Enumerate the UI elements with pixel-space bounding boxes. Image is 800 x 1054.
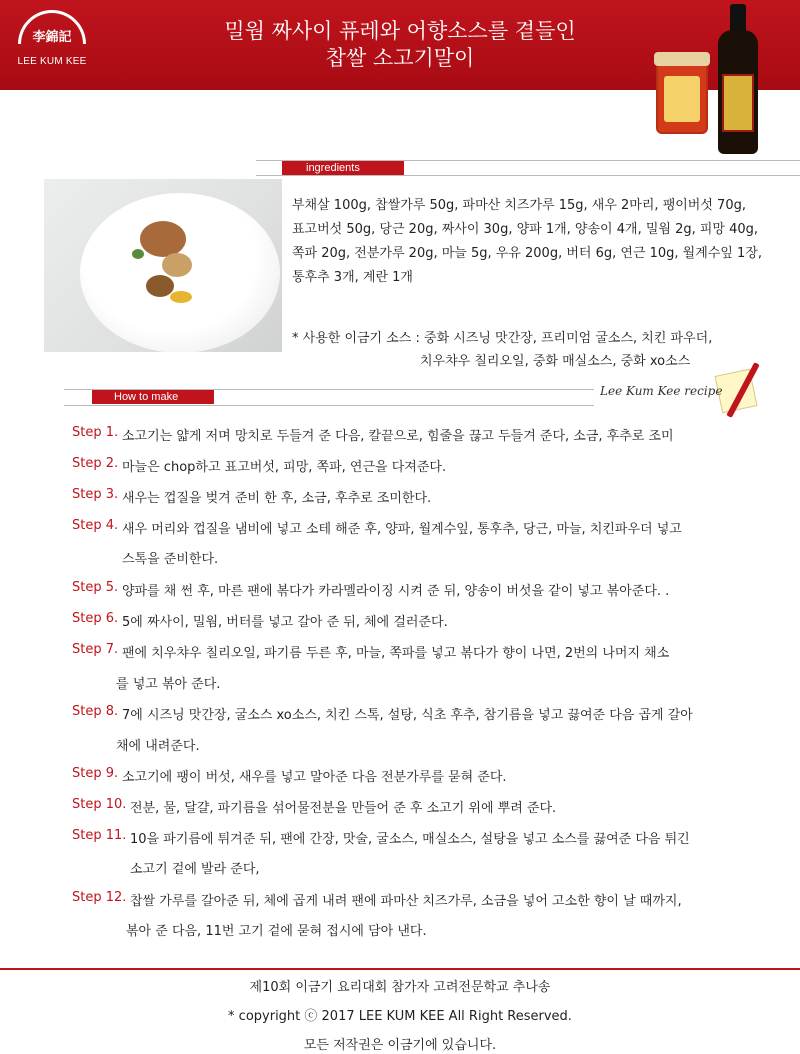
- step-5-label: Step 5.: [72, 580, 119, 595]
- step-7-label: Step 7.: [72, 642, 119, 657]
- step-12-label: Step 12.: [72, 890, 127, 905]
- footer-rights: 모든 저작권은 이금기에 있습니다.: [303, 1038, 497, 1053]
- dish-beef-roll: [162, 253, 192, 277]
- footer-divider: [0, 968, 800, 970]
- logo-english-text: LEE KUM KEE: [17, 56, 87, 67]
- oyster-sauce-bottle-image: [716, 4, 760, 154]
- dish-roll-2: [146, 275, 174, 297]
- ingredient-line-1: 부채살 100g, 찹쌀가루 50g, 파마산 치즈가루 15g, 새우 2마리, 팽이버섯 70g,: [292, 198, 746, 213]
- ingredient-line-4: 통후추 3개, 계란 1개: [292, 270, 413, 285]
- dish-shrimp-roll: [140, 221, 186, 257]
- step-9-label: Step 9.: [72, 766, 119, 781]
- step-5-text: 양파를 채 썬 후, 마른 팬에 볶다가 카라멜라이징 시켜 준 뒤, 양송이 버섯을 같이 넣고 볶아준다. .: [122, 584, 670, 599]
- step-4-label: Step 4.: [72, 518, 119, 533]
- title-line-1: 밀웜 짜사이 퓨레와 어향소스를 곁들인: [224, 19, 576, 43]
- ingredients-tag: ingredients: [282, 161, 404, 175]
- logo-chinese-text: 李錦記: [32, 30, 72, 45]
- title-line-2: 찹쌀 소고기말이: [325, 46, 475, 70]
- step-6-text: 5에 짜사이, 밀웜, 버터를 넣고 갈아 준 뒤, 체에 걸러준다.: [122, 615, 448, 630]
- jar-label: [664, 76, 700, 122]
- lee-kum-kee-logo: [14, 10, 90, 82]
- step-11-text: 10을 파기름에 튀겨준 뒤, 팬에 간장, 맛술, 굴소스, 매실소스, 설탕을 넣고 소스를 끓여준 다음 튀긴: [130, 832, 690, 847]
- step-8-text-cont: 채에 내려준다.: [116, 739, 200, 754]
- step-10-label: Step 10.: [72, 797, 127, 812]
- step-10-text: 전분, 물, 달걀, 파기름을 섞어물전분을 만들어 준 후 소고기 위에 뿌려 준다.: [130, 801, 557, 816]
- sauce-jar-image: [656, 58, 708, 134]
- ingredient-line-3: 쪽파 20g, 전분가루 20g, 마늘 5g, 우유 200g, 버터 6g, 연근 10g, 월계수잎 1장,: [292, 246, 763, 261]
- dish-photo: [44, 179, 282, 352]
- dish-garnish: [132, 249, 144, 259]
- footer-author: 제10회 이금기 요리대회 참가자 고려전문학교 추나송: [249, 980, 551, 995]
- step-11-label: Step 11.: [72, 828, 127, 843]
- step-1-text: 소고기는 얇게 저며 망치로 두들겨 준 다음, 칼끝으로, 힘줄을 끊고 두들겨 준다, 소금, 후추로 조미: [122, 429, 674, 444]
- step-12-text: 찹쌀 가루를 갈아준 뒤, 체에 곱게 내려 팬에 파마산 치즈가루, 소금을 넣어 고소한 향이 날 때까지,: [130, 894, 682, 909]
- sauces-used-line-2: 치우챠우 칠리오일, 중화 매실소스, 중화 xo소스: [420, 354, 691, 369]
- recipe-title: [150, 18, 650, 72]
- step-9-text: 소고기에 팽이 버섯, 새우를 넣고 말아준 다음 전분가루를 묻혀 준다.: [122, 770, 507, 785]
- ingredient-line-2: 표고버섯 50g, 당근 20g, 짜사이 30g, 양파 1개, 양송이 4개, 밀웜 2g, 피망 40g,: [292, 222, 759, 237]
- how-to-make-tag: How to make: [92, 390, 214, 404]
- step-3-label: Step 3.: [72, 487, 119, 502]
- dish-sauce-dot: [170, 291, 192, 303]
- step-4-text: 새우 머리와 껍질을 냄비에 넣고 소테 해준 후, 양파, 월계수잎, 통후추, 당근, 마늘, 치킨파우더 넣고: [122, 522, 682, 537]
- step-2-text: 마늘은 chop하고 표고버섯, 피망, 쪽파, 연근을 다져준다.: [122, 460, 447, 475]
- step-7-text: 팬에 치우챠우 칠리오일, 파기름 두른 후, 마늘, 쪽파를 넣고 볶다가 향이 나면, 2번의 나머지 채소: [122, 646, 670, 661]
- how-to-make-divider-lower: [64, 405, 594, 406]
- step-11-text-cont: 소고기 겉에 발라 준다,: [130, 862, 260, 877]
- step-2-label: Step 2.: [72, 456, 119, 471]
- step-1-label: Step 1.: [72, 425, 119, 440]
- step-6-label: Step 6.: [72, 611, 119, 626]
- step-7-text-cont: 를 넣고 볶아 준다.: [116, 677, 221, 692]
- bottle-label: [722, 74, 754, 132]
- jar-lid: [654, 52, 710, 66]
- recipe-badge: Lee Kum Kee recipe: [600, 384, 723, 398]
- step-8-label: Step 8.: [72, 704, 119, 719]
- sauces-used-line-1: * 사용한 이금기 소스 : 중화 시즈닝 맛간장, 프리미엄 굴소스, 치킨 파우더,: [292, 331, 713, 346]
- step-4-text-cont: 스톡을 준비한다.: [122, 552, 219, 567]
- step-8-text: 7에 시즈닝 맛간장, 굴소스 xo소스, 치킨 스톡, 설탕, 식초 후추, 참기름을 넣고 끓여준 다음 곱게 갈아: [122, 708, 693, 723]
- step-3-text: 새우는 껍질을 벚겨 준비 한 후, 소금, 후추로 조미한다.: [122, 491, 432, 506]
- footer-copyright: * copyright ⓒ 2017 LEE KUM KEE All Right Reserved.: [228, 1009, 572, 1024]
- ingredients-divider-lower: [256, 175, 800, 176]
- step-12-text-cont: 볶아 준 다음, 11번 고기 겉에 묻혀 접시에 담아 낸다.: [126, 924, 427, 939]
